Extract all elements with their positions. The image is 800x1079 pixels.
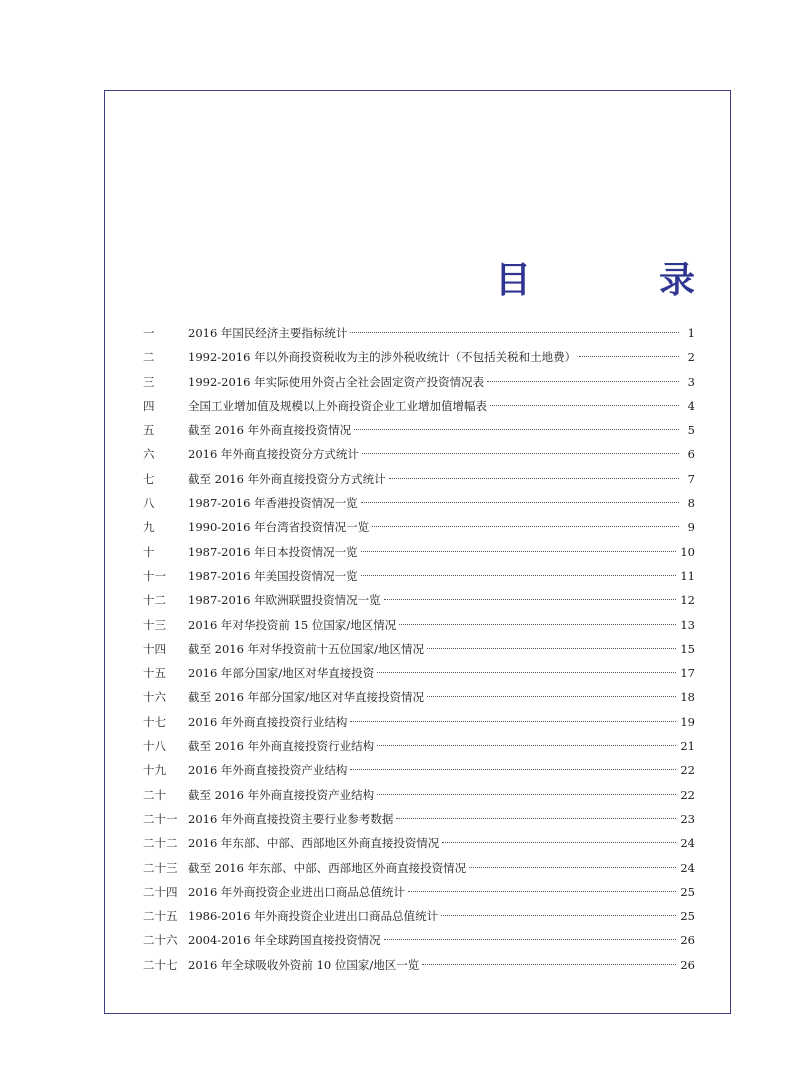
toc-entry[interactable] <box>143 710 695 734</box>
toc-dot-leader <box>361 551 677 552</box>
toc-entry-number: 二十四 <box>143 884 178 899</box>
toc-entry-title: 截至 2016 年对华投资前十五位国家/地区情况 <box>188 641 424 656</box>
toc-dot-leader <box>384 599 677 600</box>
toc-dot-leader <box>384 939 677 940</box>
toc-dot-leader <box>350 721 676 722</box>
toc-entry-title: 截至 2016 年外商直接投资分方式统计 <box>188 471 386 486</box>
toc-entry-page-number: 23 <box>680 811 695 826</box>
toc-entry-title: 2016 年外商直接投资行业结构 <box>188 714 348 729</box>
toc-dot-leader <box>389 478 679 479</box>
toc-entry-page-number: 17 <box>680 666 695 681</box>
toc-entry-number: 二十六 <box>143 933 178 948</box>
toc-entry-title: 2016 年外商直接投资产业结构 <box>188 763 348 778</box>
toc-entry-number: 十一 <box>143 568 166 583</box>
toc-entry-number: 二十五 <box>143 909 178 924</box>
toc-entry-page-number: 7 <box>687 471 695 486</box>
toc-entry-page-number: 15 <box>680 641 695 656</box>
toc-entry-title: 全国工业增加值及规模以上外商投资企业工业增加值增幅表 <box>188 398 487 413</box>
toc-entry-page-number: 25 <box>680 884 695 899</box>
toc-entry[interactable] <box>143 928 695 952</box>
toc-dot-leader <box>427 696 676 697</box>
toc-entry-page-number: 26 <box>680 957 695 972</box>
toc-dot-leader <box>490 405 679 406</box>
toc-entry-page-number: 22 <box>680 787 695 802</box>
toc-dot-leader <box>396 818 676 819</box>
toc-entry-page-number: 18 <box>680 690 695 705</box>
toc-entry[interactable] <box>143 515 695 539</box>
toc-entry-title: 1987-2016 年美国投资情况一览 <box>188 568 358 583</box>
toc-entry[interactable] <box>143 734 695 758</box>
toc-dot-leader <box>422 964 676 965</box>
toc-entry-number: 二 <box>143 350 155 365</box>
toc-entry-number: 八 <box>143 496 155 511</box>
toc-dot-leader <box>427 648 676 649</box>
toc-dot-leader <box>350 769 676 770</box>
toc-entry-number: 一 <box>143 326 155 340</box>
toc-entry-title: 截至 2016 年外商直接投资行业结构 <box>188 739 375 754</box>
toc-dot-leader <box>350 332 679 333</box>
toc-entry-page-number: 6 <box>687 447 695 462</box>
toc-entry-title: 1986-2016 年外商投资企业进出口商品总值统计 <box>188 909 439 924</box>
toc-entry-page-number: 24 <box>680 836 695 851</box>
toc-entry-number: 二十三 <box>143 860 178 875</box>
toc-entry-number: 七 <box>143 471 155 486</box>
toc-entry-page-number: 8 <box>687 496 695 511</box>
toc-entry[interactable] <box>143 540 695 564</box>
toc-dot-leader <box>361 502 679 503</box>
toc-entry[interactable] <box>143 321 695 345</box>
toc-entry-page-number: 12 <box>680 593 695 608</box>
toc-entry-page-number: 3 <box>687 374 695 389</box>
toc-entry[interactable] <box>143 418 695 442</box>
toc-entry[interactable] <box>143 588 695 612</box>
toc-entry-number: 二十七 <box>143 957 178 972</box>
toc-entry[interactable] <box>143 856 695 880</box>
toc-entry-number: 十二 <box>143 593 166 608</box>
toc-dot-leader <box>377 745 676 746</box>
toc-entry[interactable] <box>143 904 695 928</box>
toc-entry-title: 1987-2016 年香港投资情况一览 <box>188 496 358 511</box>
toc-dot-leader <box>377 794 676 795</box>
toc-entry-title: 2016 年国民经济主要指标统计 <box>188 326 348 340</box>
toc-dot-leader <box>399 624 676 625</box>
toc-entry[interactable] <box>143 613 695 637</box>
toc-entry-title: 截至 2016 年东部、中部、西部地区外商直接投资情况 <box>188 860 467 875</box>
toc-dot-leader <box>487 381 679 382</box>
toc-entry-number: 二十二 <box>143 836 178 851</box>
toc-entry-number: 十六 <box>143 690 166 705</box>
toc-entry-number: 二十 <box>143 787 166 802</box>
toc-entry[interactable] <box>143 783 695 807</box>
toc-entry[interactable] <box>143 564 695 588</box>
toc-entry[interactable] <box>143 758 695 782</box>
toc-entry-page-number: 24 <box>680 860 695 875</box>
toc-entry-page-number: 13 <box>680 617 695 632</box>
toc-entry-page-number: 21 <box>680 739 695 754</box>
toc-entry-page-number: 1 <box>687 326 695 340</box>
toc-entry-title: 截至 2016 年外商直接投资产业结构 <box>188 787 375 802</box>
toc-entry-title: 截至 2016 年部分国家/地区对华直接投资情况 <box>188 690 424 705</box>
toc-entry-title: 1992-2016 年以外商投资税收为主的涉外税收统计（不包括关税和土地费） <box>188 350 577 365</box>
toc-entry[interactable] <box>143 394 695 418</box>
toc-entry[interactable] <box>143 442 695 466</box>
toc-entry-number: 十 <box>143 544 155 559</box>
toc-entry-number: 十七 <box>143 714 166 729</box>
toc-dot-leader <box>579 356 679 357</box>
toc-dot-leader <box>372 526 679 527</box>
toc-entry-page-number: 11 <box>680 568 695 583</box>
toc-dot-leader <box>362 453 679 454</box>
toc-entry-title: 1987-2016 年日本投资情况一览 <box>188 544 358 559</box>
toc-entry[interactable] <box>143 661 695 685</box>
toc-entry-page-number: 4 <box>687 398 695 413</box>
toc-entry[interactable] <box>143 637 695 661</box>
toc-entry-title: 2004-2016 年全球跨国直接投资情况 <box>188 933 381 948</box>
toc-entry-title: 2016 年外商投资企业进出口商品总值统计 <box>188 884 405 899</box>
toc-entry-number: 十三 <box>143 617 166 632</box>
toc-entry-number: 四 <box>143 398 155 413</box>
toc-entry-number: 三 <box>143 374 155 389</box>
toc-entry-number: 九 <box>143 520 155 535</box>
toc-entry-title: 1990-2016 年台湾省投资情况一览 <box>188 520 370 535</box>
toc-entry[interactable] <box>143 953 695 977</box>
toc-entry-number: 十九 <box>143 763 166 778</box>
toc-entry-title: 截至 2016 年外商直接投资情况 <box>188 423 352 438</box>
toc-dot-leader <box>408 891 676 892</box>
toc-entry-page-number: 9 <box>687 520 695 535</box>
toc-entry-title: 2016 年外商直接投资主要行业参考数据 <box>188 811 394 826</box>
toc-entry-page-number: 25 <box>680 909 695 924</box>
toc-entry-title: 2016 年部分国家/地区对华直接投资 <box>188 666 375 681</box>
toc-entry-page-number: 5 <box>687 423 695 438</box>
table-of-contents <box>143 321 695 977</box>
toc-entry[interactable] <box>143 831 695 855</box>
toc-entry-title: 1987-2016 年欧洲联盟投资情况一览 <box>188 593 381 608</box>
toc-entry-title: 2016 年对华投资前 15 位国家/地区情况 <box>188 617 397 632</box>
toc-entry[interactable] <box>143 467 695 491</box>
toc-dot-leader <box>442 842 676 843</box>
toc-entry[interactable] <box>143 807 695 831</box>
toc-entry[interactable] <box>143 491 695 515</box>
toc-entry[interactable] <box>143 685 695 709</box>
toc-entry-title: 1992-2016 年实际使用外资占全社会固定资产投资情况表 <box>188 374 485 389</box>
toc-entry-page-number: 22 <box>680 763 695 778</box>
page-title: 目 录 <box>494 260 741 301</box>
toc-entry-number: 十五 <box>143 666 166 681</box>
toc-entry-number: 六 <box>143 447 155 462</box>
toc-dot-leader <box>441 915 676 916</box>
toc-entry-title: 2016 年外商直接投资分方式统计 <box>188 447 359 462</box>
toc-entry-number: 二十一 <box>143 811 178 826</box>
toc-entry-title: 2016 年东部、中部、西部地区外商直接投资情况 <box>188 836 440 851</box>
toc-entry-page-number: 26 <box>680 933 695 948</box>
toc-entry[interactable] <box>143 345 695 369</box>
toc-dot-leader <box>361 575 677 576</box>
toc-entry[interactable] <box>143 880 695 904</box>
toc-dot-leader <box>469 867 676 868</box>
toc-entry-page-number: 19 <box>680 714 695 729</box>
toc-entry-number: 十四 <box>143 641 166 656</box>
toc-entry-number: 五 <box>143 423 155 438</box>
toc-entry-number: 十八 <box>143 739 166 754</box>
toc-dot-leader <box>354 429 679 430</box>
toc-entry[interactable] <box>143 370 695 394</box>
toc-entry-title: 2016 年全球吸收外资前 10 位国家/地区一览 <box>188 957 420 972</box>
toc-dot-leader <box>377 672 676 673</box>
toc-entry-page-number: 10 <box>680 544 695 559</box>
toc-entry-page-number: 2 <box>687 350 695 365</box>
